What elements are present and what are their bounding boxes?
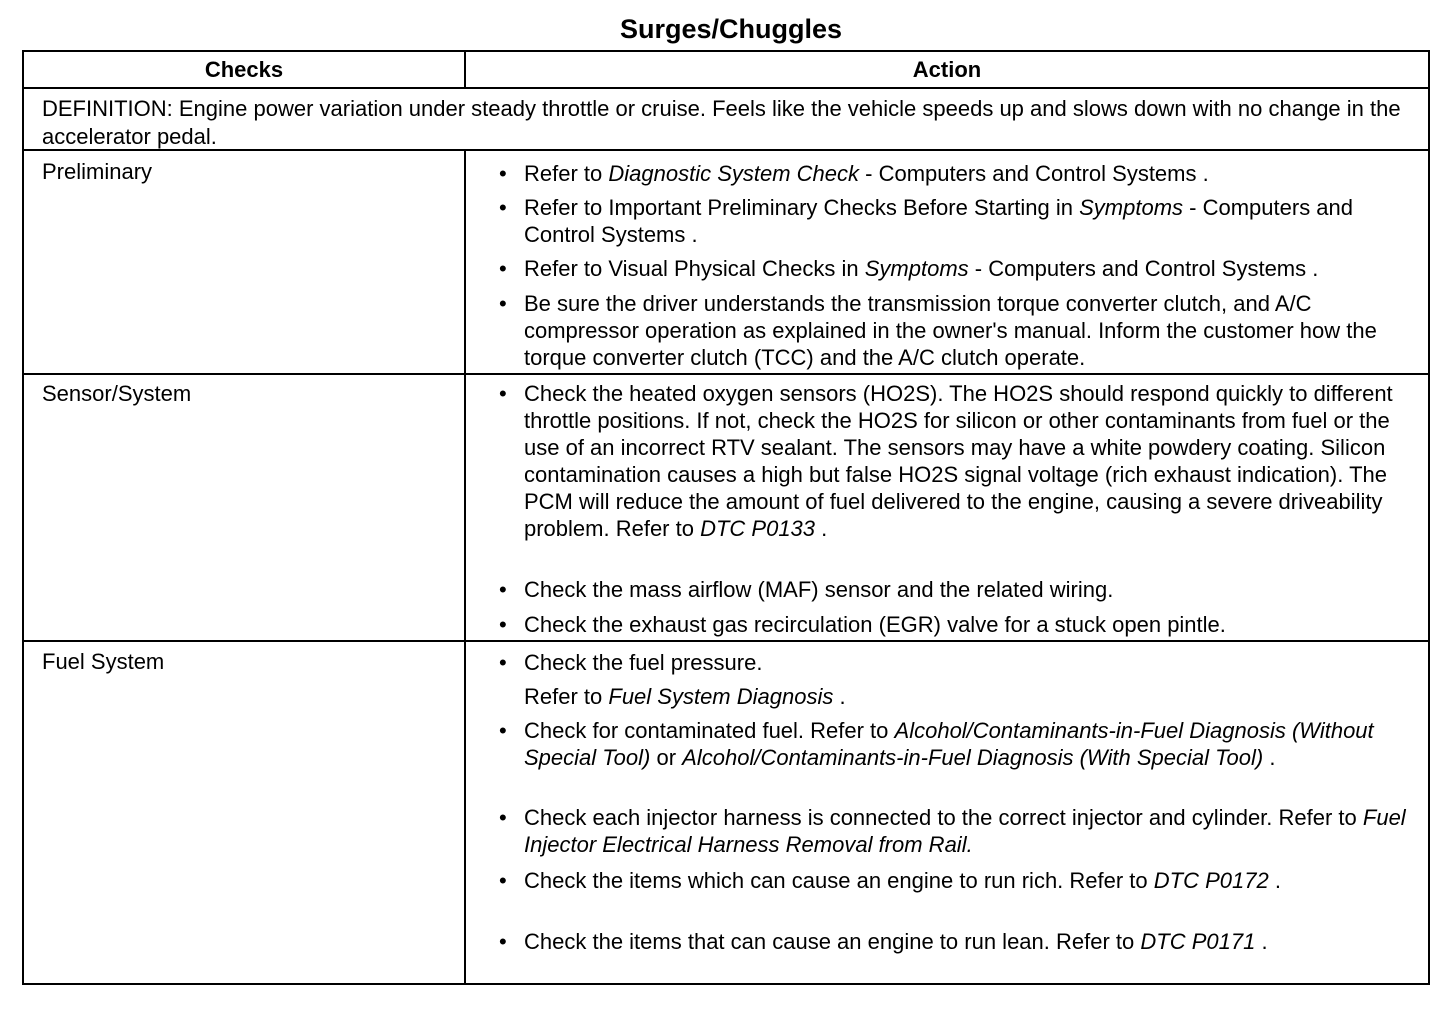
action-item: • Check the mass airflow (MAF) sensor and the related wiring. — [499, 577, 1114, 602]
bullet-icon: • — [499, 195, 507, 220]
reference-link[interactable]: Symptoms — [864, 256, 969, 281]
action-item: • Check the items that can cause an engine to run lean. Refer to DTC P0171 . — [499, 929, 1268, 954]
action-item: • Check for contaminated fuel. Refer to Alcohol/Contaminants-in-Fuel Diagnosis (Without Special Tool) or Alcohol/Contaminants-in-Fuel Diagnosis (With Special Tool) . — [499, 718, 1374, 770]
bullet-icon: • — [499, 256, 507, 281]
action-item: • Refer to Diagnostic System Check - Computers and Control Systems . — [499, 161, 1209, 186]
action-item: • Check each injector harness is connected to the correct injector and cylinder. Refer to Fuel Injector Electrical Harness Removal from Rail. — [499, 805, 1406, 857]
bullet-icon: • — [499, 612, 507, 637]
column-header-action: Action — [466, 52, 1428, 89]
row-divider — [24, 373, 1428, 375]
definition-text: DEFINITION: Engine power variation under steady throttle or cruise. Feels like the vehicle speeds up and slows down with no change in the accelerator pedal. — [42, 96, 1401, 149]
bullet-icon: • — [499, 718, 507, 743]
row-divider — [24, 640, 1428, 642]
bullet-icon: • — [499, 161, 507, 186]
action-item: • Check the exhaust gas recirculation (EGR) valve for a stuck open pintle. — [499, 612, 1226, 637]
bullet-icon: • — [499, 577, 507, 602]
bullet-icon: • — [499, 929, 507, 954]
column-divider — [464, 149, 466, 985]
action-item: • Check the heated oxygen sensors (HO2S). The HO2S should respond quickly to different throttle positions. If not, check the HO2S for silicon or other contaminants from fuel or the use of an incorrect RTV sealant. The sensors may have a white powdery coating. Silicon contamination causes a high but false HO2S signal voltage (rich exhaust indication). The PCM will reduce the amount of fuel delivered to the engine, causing a severe driveability problem. Refer to DTC P0133 . — [499, 381, 1393, 541]
bullet-icon: • — [499, 381, 507, 406]
bullet-icon: • — [499, 650, 507, 675]
reference-link[interactable]: DTC P0133 — [700, 516, 816, 541]
reference-link[interactable]: DTC P0172 — [1153, 868, 1269, 893]
bullet-icon: • — [499, 805, 507, 830]
bullet-icon: • — [499, 868, 507, 893]
reference-link[interactable]: Symptoms — [1079, 195, 1184, 220]
page-title: Surges/Chuggles — [619, 14, 843, 44]
reference-link[interactable]: Alcohol/Contaminants-in-Fuel Diagnosis (Without Special Tool) — [524, 718, 1374, 770]
reference-link[interactable]: Diagnostic System Check — [608, 161, 860, 186]
bullet-icon: • — [499, 291, 507, 316]
action-item: • Refer to Visual Physical Checks in Symptoms - Computers and Control Systems . — [499, 256, 1319, 281]
row-divider — [24, 149, 1428, 151]
check-label-preliminary: Preliminary — [42, 159, 153, 184]
check-label-fuel-system: Fuel System — [42, 649, 165, 674]
reference-link[interactable]: Fuel System Diagnosis — [608, 684, 834, 709]
action-item: • Check the fuel pressure. — [499, 650, 763, 675]
reference-link[interactable]: DTC P0171 — [1140, 929, 1256, 954]
reference-link[interactable]: Alcohol/Contaminants-in-Fuel Diagnosis (With Special Tool) — [682, 745, 1264, 770]
check-label-sensor-system: Sensor/System — [42, 381, 192, 406]
diagnostic-table — [22, 50, 1430, 985]
reference-link[interactable]: Fuel Injector Electrical Harness Removal from Rail. — [524, 805, 1406, 857]
column-header-checks: Checks — [24, 52, 466, 89]
action-item: • Check the items which can cause an engine to run rich. Refer to DTC P0172 . — [499, 868, 1281, 893]
action-item: • Be sure the driver understands the transmission torque converter clutch, and A/C compressor operation as explained in the owner's manual. Inform the customer how the torque converter clutch (TCC) and the A/C clutch operate. — [499, 291, 1377, 370]
action-item: • Refer to Important Preliminary Checks Before Starting in Symptoms - Computers and Control Systems . — [499, 195, 1354, 247]
action-item: Refer to Fuel System Diagnosis . — [524, 684, 846, 709]
